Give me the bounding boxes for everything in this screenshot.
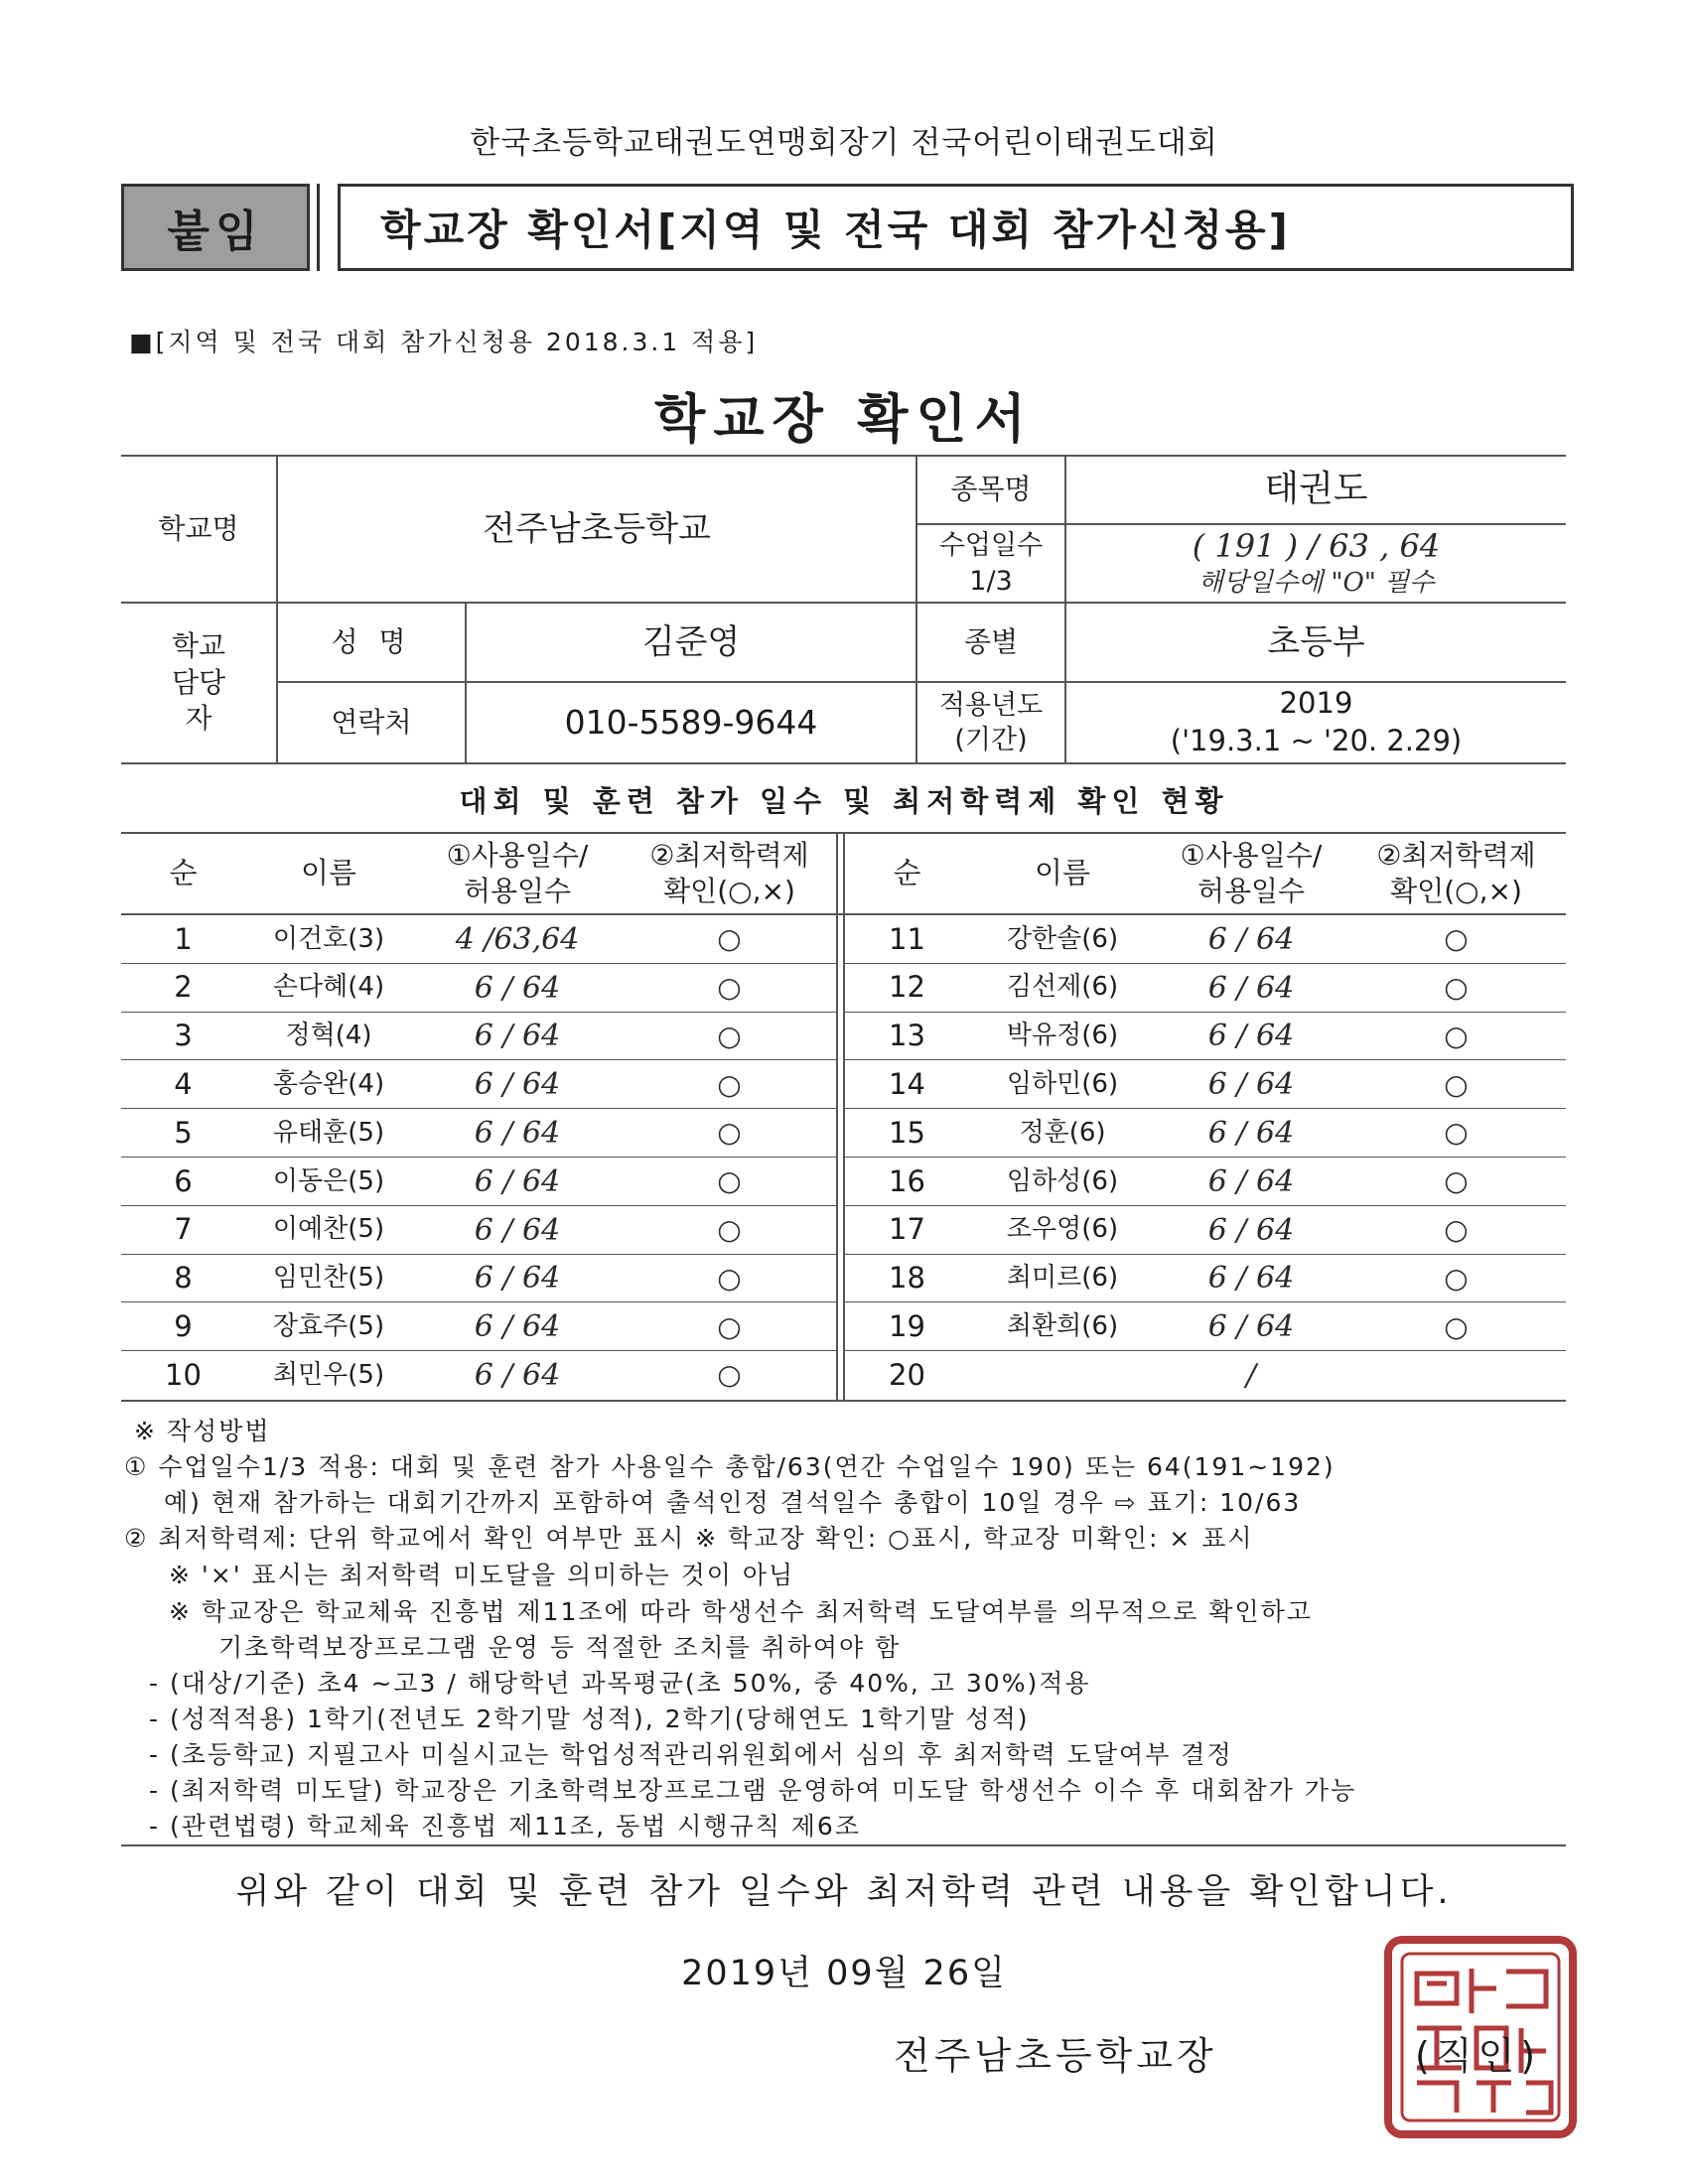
student-name: 이동은(5) [272, 1165, 385, 1196]
notes-rule [121, 1844, 1566, 1846]
academic-check: ○ [1444, 1261, 1469, 1295]
used-days: 6 / 64 [474, 1212, 561, 1248]
academic-check: ○ [717, 971, 742, 1004]
academic-check: ○ [1444, 922, 1469, 956]
used-days: 6 / 64 [1207, 1067, 1295, 1103]
competition-title: 한국초등학교태권도연맹회장기 전국어린이태권도대회 [470, 125, 1218, 161]
school-days-note: 해당일수에 "O" 필수 [1197, 568, 1435, 599]
header-name: 이름 [300, 856, 357, 890]
used-days: 6 / 64 [474, 1067, 561, 1103]
row-number: 15 [889, 1115, 925, 1150]
manager-label: 학교 담당자 [171, 629, 226, 736]
category-value: 초등부 [1267, 621, 1365, 662]
row-number: 4 [174, 1066, 193, 1101]
row-number: 19 [889, 1308, 925, 1343]
student-name: 정훈(6) [1019, 1117, 1106, 1148]
academic-check: ○ [1444, 1309, 1469, 1343]
year-period: ('19.3.1 ~ '20. 2.29) [1170, 724, 1463, 757]
row-number: 18 [889, 1261, 925, 1296]
header-used-days: ①사용일수/ 허용일수 [1180, 838, 1323, 907]
student-name: 최환희(6) [1006, 1310, 1119, 1341]
row-number: 11 [889, 921, 925, 956]
student-name: 최미르(6) [1006, 1263, 1119, 1294]
academic-check: ○ [717, 1067, 742, 1101]
row-number: 13 [889, 1019, 925, 1053]
used-days: 6 / 64 [1207, 1116, 1295, 1152]
row-number: 1 [174, 921, 193, 956]
academic-check: ○ [717, 1213, 742, 1246]
student-name: 정혁(4) [285, 1021, 372, 1051]
academic-check: ○ [717, 1019, 742, 1052]
student-name: 홍승완(4) [272, 1068, 385, 1099]
student-name: 이예찬(5) [272, 1214, 385, 1245]
header-min-academic: ②최저학력제 확인(○,×) [649, 838, 809, 907]
note-item: 예) 현재 참가하는 대회기간까지 포함하여 출석인정 결석일수 총합이 10일 경우 ⇨ 표기: 10/63 [164, 1488, 1302, 1517]
used-days: 4 /63,64 [455, 921, 580, 957]
note-item: - (최저학력 미도달) 학교장은 기초학력보장프로그램 운영하여 미도달 학생선수 이수 후 대회참가 가능 [149, 1776, 1357, 1805]
student-name: 장효주(5) [272, 1310, 385, 1341]
school-name: 전주남초등학교 [483, 508, 711, 549]
document-title: 학교장 확인서 [654, 389, 1034, 450]
row-number: 17 [889, 1212, 925, 1247]
row-number: 9 [174, 1308, 193, 1343]
student-name: 임민찬(5) [272, 1263, 385, 1294]
student-name: 임하성(6) [1006, 1165, 1119, 1196]
used-days: 6 / 64 [474, 1163, 561, 1199]
row-number: 12 [889, 970, 925, 1005]
student-name: 손다혜(4) [272, 972, 385, 1003]
used-days: 6 / 64 [474, 1019, 561, 1054]
header-used-days: ①사용일수/ 허용일수 [446, 838, 589, 907]
used-days: / [1245, 1358, 1257, 1394]
note-item: ② 최저학력제: 단위 학교에서 확인 여부만 표시 ※ 학교장 확인: ○표시, 학교장 미확인: × 표시 [124, 1524, 1254, 1553]
header-name: 이름 [1034, 856, 1091, 890]
document-heading: 학교장 확인서[지역 및 전국 대회 참가신청용] [338, 184, 1574, 271]
used-days: 6 / 64 [1207, 921, 1295, 957]
manager-name: 김준영 [641, 621, 741, 662]
header-min-academic: ②최저학력제 확인(○,×) [1376, 838, 1536, 907]
academic-check: ○ [717, 1358, 742, 1392]
school-label: 학교명 [158, 511, 239, 545]
academic-check: ○ [1444, 971, 1469, 1004]
notes-heading: ※ 작성방법 [134, 1417, 271, 1445]
row-number: 20 [889, 1357, 925, 1392]
student-name: 임하민(6) [1006, 1068, 1119, 1099]
student-name: 최민우(5) [272, 1359, 385, 1390]
year-cell [1066, 683, 1566, 762]
confirmation-sentence: 위와 같이 대회 및 훈련 참가 일수와 최저학력 관련 내용을 확인합니다. [235, 1872, 1453, 1912]
note-item: - (성적적용) 1학기(전년도 2학기말 성적), 2학기(당해연도 1학기말 성적) [149, 1705, 1030, 1733]
used-days: 6 / 64 [474, 1116, 561, 1152]
school-days-cell [1066, 525, 1566, 602]
row-number: 3 [174, 1019, 193, 1053]
academic-check: ○ [1444, 1164, 1469, 1198]
academic-check: ○ [717, 1116, 742, 1150]
note-item: ※ 학교장은 학교체육 진흥법 제11조에 따라 학생선수 최저학력 도달여부를 의무적으로 확인하고 [169, 1597, 1313, 1626]
rule [836, 832, 838, 1400]
academic-check: ○ [1444, 1213, 1469, 1246]
issue-date: 2019년 09월 26일 [681, 1954, 1007, 1993]
used-days: 6 / 64 [474, 1261, 561, 1297]
note-item: - (대상/기준) 초4 ~고3 / 해당학년 과목평균(초 50%, 중 40%, 고 30%)적용 [149, 1669, 1091, 1698]
student-name: 김선제(6) [1006, 972, 1119, 1003]
note-item: - (초등학교) 지필고사 미실시교는 학업성적관리위원회에서 심의 후 최저학력 도달여부 결정 [149, 1740, 1233, 1769]
row-number: 16 [889, 1163, 925, 1198]
used-days: 6 / 64 [474, 1309, 561, 1345]
rule [121, 1400, 1566, 1402]
used-days: 6 / 64 [1207, 1019, 1295, 1054]
student-name: 박유정(6) [1006, 1021, 1119, 1051]
event-label: 종목명 [950, 473, 1032, 506]
academic-check [1346, 1351, 1566, 1400]
student-name [969, 1351, 1156, 1400]
note-item: 기초학력보장프로그램 운영 등 적절한 조치를 취하여야 함 [218, 1633, 902, 1662]
academic-check: ○ [717, 922, 742, 956]
event-name: 태권도 [1264, 469, 1368, 510]
student-name: 유태훈(5) [272, 1117, 385, 1148]
rule [121, 762, 1566, 764]
row-number: 14 [889, 1066, 925, 1101]
row-number: 6 [174, 1163, 193, 1198]
used-days: 6 / 64 [1207, 1261, 1295, 1297]
academic-check: ○ [717, 1309, 742, 1343]
row-number: 7 [174, 1212, 193, 1247]
contact-label: 연락처 [331, 705, 412, 739]
row-number: 10 [165, 1357, 202, 1392]
year-label: 적용년도 (기간) [938, 689, 1044, 755]
principal-title: 전주남초등학교장 [894, 2034, 1217, 2078]
academic-check: ○ [1444, 1116, 1469, 1150]
academic-check: ○ [1444, 1067, 1469, 1101]
student-name: 강한솔(6) [1006, 923, 1119, 954]
school-days-value: ( 191 ) / 63 , 64 [1192, 526, 1441, 565]
year-value: 2019 [1279, 686, 1353, 721]
note-item: ※ '×' 표시는 최저학력 미도달을 의미하는 것이 아님 [169, 1561, 795, 1589]
row-number: 2 [174, 970, 193, 1005]
contact-value: 010-5589-9644 [564, 702, 818, 742]
row-number: 8 [174, 1261, 193, 1296]
header-no: 순 [169, 856, 198, 890]
used-days: 6 / 64 [1207, 1309, 1295, 1345]
academic-check: ○ [717, 1261, 742, 1295]
used-days: 6 / 64 [1207, 970, 1295, 1006]
badge-divider [310, 184, 320, 271]
used-days: 6 / 64 [1207, 1163, 1295, 1199]
name-label: 성 명 [331, 624, 412, 658]
participation-caption: 대회 및 훈련 참가 일수 및 최저학력제 확인 현황 [459, 784, 1229, 818]
used-days: 6 / 64 [474, 1358, 561, 1394]
student-name: 조우영(6) [1006, 1214, 1119, 1245]
used-days: 6 / 64 [1207, 1212, 1295, 1248]
seal-label: (직인) [1415, 2034, 1542, 2078]
applicability-note: ■[지역 및 전국 대회 참가신청용 2018.3.1 적용] [129, 328, 759, 356]
student-name: 이건호(3) [272, 923, 385, 954]
category-label: 종별 [963, 624, 1019, 658]
academic-check: ○ [1444, 1019, 1469, 1052]
used-days: 6 / 64 [474, 970, 561, 1006]
row-number: 5 [174, 1115, 193, 1150]
note-item: ① 수업일수1/3 적용: 대회 및 훈련 참가 사용일수 총합/63(연간 수업일수 190) 또는 64(191~192) [124, 1452, 1336, 1481]
header-no: 순 [893, 856, 921, 890]
note-item: - (관련법령) 학교체육 진흥법 제11조, 동법 시행규칙 제6조 [149, 1812, 861, 1841]
attachment-badge: 붙임 [121, 184, 310, 271]
academic-check: ○ [717, 1164, 742, 1198]
school-days-label: 수업일수 1/3 [938, 530, 1044, 597]
